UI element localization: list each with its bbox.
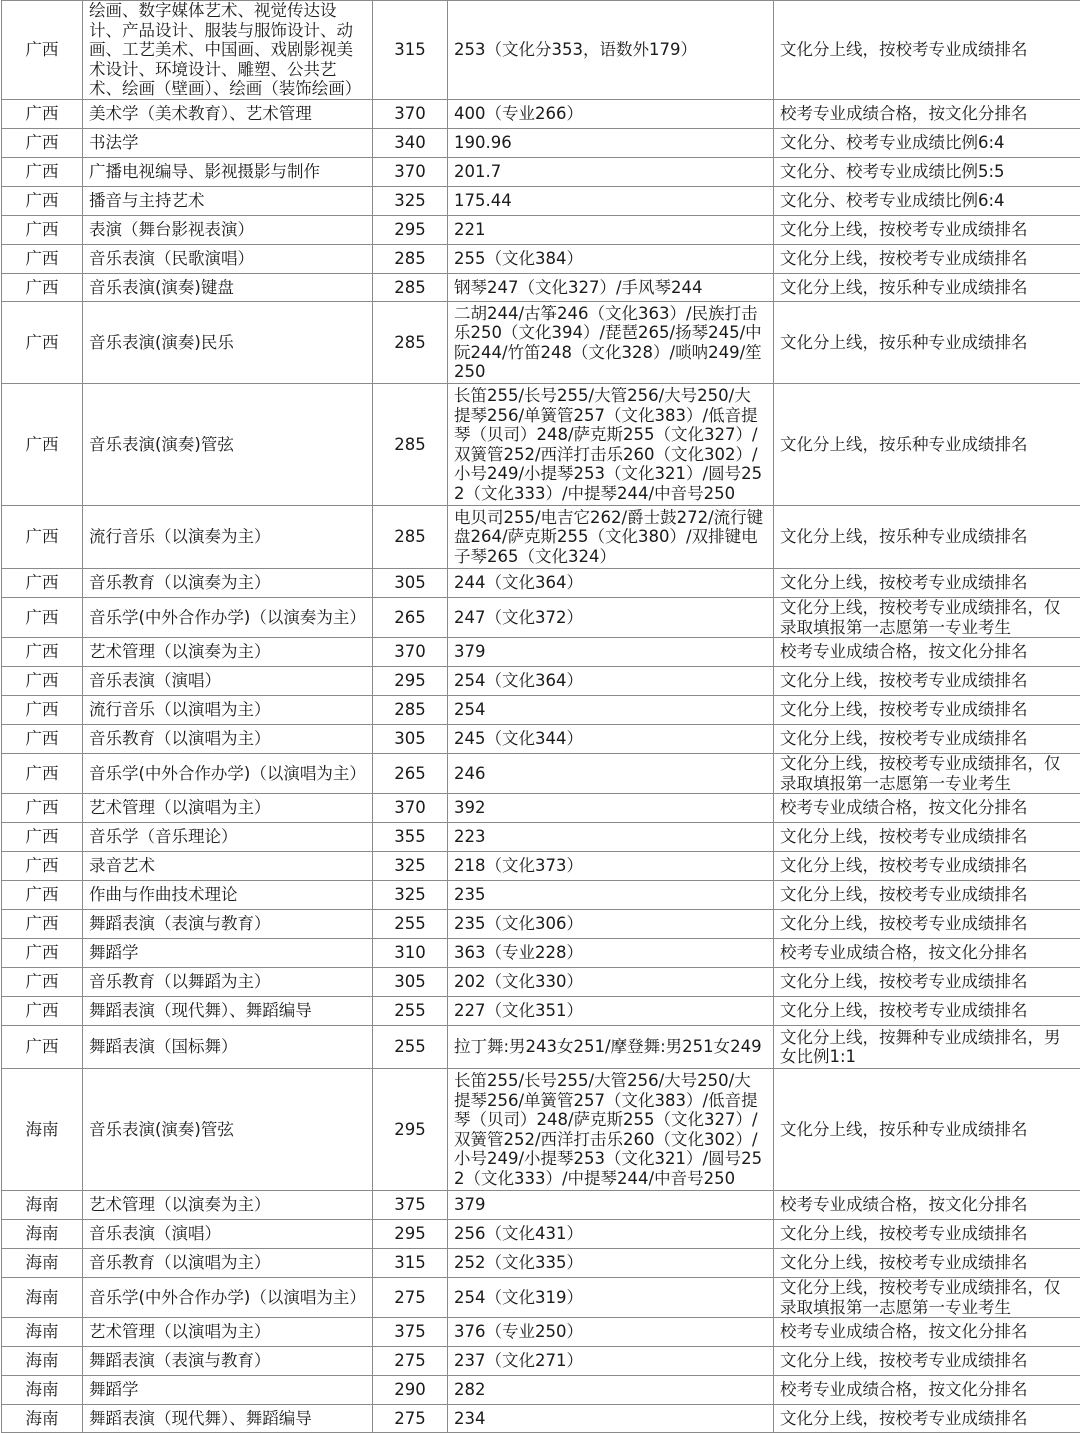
cell-score: 254（文化319） [448,1278,774,1318]
cell-score: 电贝司255/电吉它262/爵士鼓272/流行键盘264/萨克斯255（文化380）/双排键电子琴265（文化324） [448,506,774,569]
cell-province: 海南 [2,1220,83,1249]
table-row [2,129,1080,158]
cell-admission-rule: 文化分上线，按校考专业成绩排名 [774,725,1080,754]
cell-control-line: 285 [373,506,448,569]
cell-score: 227（文化351） [448,997,774,1026]
cell-control-line: 275 [373,1278,448,1318]
cell-control-line: 315 [373,1,448,100]
cell-province: 广西 [2,158,83,187]
cell-admission-rule: 文化分上线，按校考专业成绩排名 [774,1405,1080,1433]
cell-province: 海南 [2,1405,83,1433]
cell-province: 广西 [2,129,83,158]
cell-control-line: 295 [373,1069,448,1191]
cell-control-line: 370 [373,638,448,667]
cell-control-line: 285 [373,302,448,384]
cell-score: 237（文化271） [448,1347,774,1376]
cell-control-line: 355 [373,823,448,852]
cell-score: 190.96 [448,129,774,158]
cell-control-line: 255 [373,1026,448,1069]
cell-major: 音乐表演（民歌演唱） [83,245,373,274]
cell-major: 表演（舞台影视表演） [83,216,373,245]
cell-admission-rule: 文化分上线，按校考专业成绩排名，仅录取填报第一志愿第一专业考生 [774,1278,1080,1318]
cell-major: 音乐表演（演唱） [83,1220,373,1249]
table-row [2,598,1080,638]
cell-score: 379 [448,1191,774,1220]
cell-major: 播音与主持艺术 [83,187,373,216]
table-row [2,910,1080,939]
table-row [2,696,1080,725]
cell-score: 245（文化344） [448,725,774,754]
cell-province: 广西 [2,569,83,598]
cell-major: 舞蹈表演（国标舞） [83,1026,373,1069]
table-row [2,100,1080,129]
cell-control-line: 305 [373,569,448,598]
admission-score-table [1,0,1080,1433]
cell-major: 音乐学(中外合作办学)（以演奏为主） [83,598,373,638]
cell-major: 舞蹈表演（现代舞）、舞蹈编导 [83,997,373,1026]
cell-province: 海南 [2,1249,83,1278]
cell-admission-rule: 文化分上线，按校考专业成绩排名 [774,1,1080,100]
cell-province: 广西 [2,997,83,1026]
cell-province: 广西 [2,881,83,910]
table-row [2,1249,1080,1278]
cell-province: 广西 [2,852,83,881]
cell-score: 234 [448,1405,774,1433]
table-row [2,245,1080,274]
cell-major: 舞蹈表演（表演与教育） [83,1347,373,1376]
cell-province: 广西 [2,794,83,823]
cell-major: 音乐教育（以演奏为主） [83,569,373,598]
cell-admission-rule: 校考专业成绩合格，按文化分排名 [774,1191,1080,1220]
cell-admission-rule: 文化分上线，按校考专业成绩排名 [774,1347,1080,1376]
cell-score: 钢琴247（文化327）/手风琴244 [448,274,774,302]
cell-control-line: 295 [373,667,448,696]
cell-control-line: 375 [373,1318,448,1347]
cell-major: 音乐教育（以演唱为主） [83,725,373,754]
cell-admission-rule: 文化分上线，按校考专业成绩排名 [774,667,1080,696]
table-row [2,939,1080,968]
cell-province: 广西 [2,302,83,384]
cell-score: 长笛255/长号255/大管256/大号250/大提琴256/单簧管257（文化383）/低音提琴（贝司）248/萨克斯255（文化327）/双簧管252/西洋打击乐260（文化302）/小号249/小提琴253（文化321）/圆号252（文化333）/中提琴244/中音号250 [448,1069,774,1191]
cell-province: 广西 [2,725,83,754]
cell-admission-rule: 文化分上线，按校考专业成绩排名 [774,823,1080,852]
cell-major: 流行音乐（以演唱为主） [83,696,373,725]
cell-score: 379 [448,638,774,667]
cell-major: 音乐表演（演唱） [83,667,373,696]
cell-score: 400（专业266） [448,100,774,129]
cell-score: 252（文化335） [448,1249,774,1278]
cell-control-line: 265 [373,754,448,794]
cell-control-line: 370 [373,794,448,823]
cell-province: 广西 [2,506,83,569]
cell-score: 202（文化330） [448,968,774,997]
cell-control-line: 285 [373,274,448,302]
cell-admission-rule: 文化分上线，按校考专业成绩排名 [774,910,1080,939]
cell-province: 广西 [2,754,83,794]
cell-major: 音乐表演(演奏)管弦 [83,1069,373,1191]
cell-major: 舞蹈学 [83,1376,373,1405]
cell-control-line: 285 [373,696,448,725]
table-row [2,754,1080,794]
table-row [2,1376,1080,1405]
cell-admission-rule: 文化分、校考专业成绩比例6:4 [774,187,1080,216]
table-row [2,997,1080,1026]
table-row [2,158,1080,187]
cell-admission-rule: 文化分上线，按乐种专业成绩排名 [774,274,1080,302]
cell-major: 艺术管理（以演唱为主） [83,794,373,823]
table-row [2,302,1080,384]
cell-admission-rule: 文化分上线，按校考专业成绩排名 [774,881,1080,910]
cell-province: 广西 [2,638,83,667]
cell-admission-rule: 文化分上线，按校考专业成绩排名，仅录取填报第一志愿第一专业考生 [774,754,1080,794]
cell-control-line: 340 [373,129,448,158]
cell-admission-rule: 文化分、校考专业成绩比例5:5 [774,158,1080,187]
cell-score: 235 [448,881,774,910]
cell-score: 218（文化373） [448,852,774,881]
cell-score: 223 [448,823,774,852]
cell-control-line: 295 [373,1220,448,1249]
cell-major: 舞蹈表演（现代舞）、舞蹈编导 [83,1405,373,1433]
cell-major: 艺术管理（以演奏为主） [83,1191,373,1220]
cell-major: 艺术管理（以演唱为主） [83,1318,373,1347]
cell-province: 广西 [2,216,83,245]
cell-major: 艺术管理（以演奏为主） [83,638,373,667]
cell-admission-rule: 文化分上线，按校考专业成绩排名 [774,696,1080,725]
cell-province: 广西 [2,274,83,302]
cell-admission-rule: 文化分上线，按乐种专业成绩排名 [774,302,1080,384]
cell-control-line: 275 [373,1405,448,1433]
cell-major: 音乐表演(演奏)民乐 [83,302,373,384]
cell-major: 美术学（美术教育）、艺术管理 [83,100,373,129]
cell-admission-rule: 校考专业成绩合格，按文化分排名 [774,1318,1080,1347]
cell-major: 流行音乐（以演奏为主） [83,506,373,569]
cell-admission-rule: 文化分上线，按乐种专业成绩排名 [774,506,1080,569]
cell-province: 广西 [2,187,83,216]
cell-admission-rule: 文化分上线，按校考专业成绩排名 [774,852,1080,881]
cell-province: 海南 [2,1191,83,1220]
table-row [2,1026,1080,1069]
cell-control-line: 285 [373,245,448,274]
cell-score: 246 [448,754,774,794]
cell-major: 书法学 [83,129,373,158]
cell-major: 音乐表演(演奏)管弦 [83,384,373,506]
cell-control-line: 325 [373,852,448,881]
cell-major: 音乐学(中外合作办学)（以演唱为主） [83,754,373,794]
table-row [2,216,1080,245]
cell-control-line: 325 [373,187,448,216]
table-body [2,1,1080,1433]
cell-score: 256（文化431） [448,1220,774,1249]
table-row [2,638,1080,667]
cell-admission-rule: 校考专业成绩合格，按文化分排名 [774,794,1080,823]
cell-score: 255（文化384） [448,245,774,274]
cell-province: 广西 [2,1,83,100]
cell-major: 作曲与作曲技术理论 [83,881,373,910]
cell-province: 海南 [2,1069,83,1191]
cell-admission-rule: 文化分上线，按乐种专业成绩排名 [774,1069,1080,1191]
table-row [2,968,1080,997]
table-row [2,852,1080,881]
cell-province: 广西 [2,100,83,129]
table-row [2,1318,1080,1347]
cell-score: 376（专业250） [448,1318,774,1347]
cell-control-line: 315 [373,1249,448,1278]
cell-admission-rule: 校考专业成绩合格，按文化分排名 [774,100,1080,129]
cell-admission-rule: 校考专业成绩合格，按文化分排名 [774,939,1080,968]
cell-control-line: 370 [373,158,448,187]
cell-major: 音乐表演(演奏)键盘 [83,274,373,302]
cell-major: 录音艺术 [83,852,373,881]
cell-control-line: 255 [373,997,448,1026]
cell-province: 广西 [2,384,83,506]
cell-province: 海南 [2,1318,83,1347]
cell-control-line: 275 [373,1347,448,1376]
cell-score: 253（文化分353，语数外179） [448,1,774,100]
cell-major: 广播电视编导、影视摄影与制作 [83,158,373,187]
cell-province: 广西 [2,823,83,852]
table-row [2,823,1080,852]
cell-score: 235（文化306） [448,910,774,939]
cell-province: 海南 [2,1376,83,1405]
table-row [2,274,1080,302]
cell-control-line: 325 [373,881,448,910]
cell-control-line: 305 [373,725,448,754]
cell-control-line: 285 [373,384,448,506]
cell-province: 广西 [2,696,83,725]
cell-province: 广西 [2,910,83,939]
cell-major: 音乐教育（以舞蹈为主） [83,968,373,997]
cell-admission-rule: 文化分上线，按校考专业成绩排名 [774,1249,1080,1278]
table-row [2,569,1080,598]
cell-score: 392 [448,794,774,823]
table-row [2,667,1080,696]
cell-score: 221 [448,216,774,245]
cell-admission-rule: 文化分上线，按校考专业成绩排名 [774,968,1080,997]
table-row [2,1,1080,100]
table-row [2,1069,1080,1191]
table-row [2,1278,1080,1318]
cell-province: 广西 [2,939,83,968]
cell-control-line: 310 [373,939,448,968]
table-row [2,506,1080,569]
cell-major: 舞蹈学 [83,939,373,968]
cell-province: 广西 [2,667,83,696]
cell-control-line: 290 [373,1376,448,1405]
cell-admission-rule: 文化分上线，按校考专业成绩排名 [774,997,1080,1026]
cell-score: 247（文化372） [448,598,774,638]
cell-province: 广西 [2,968,83,997]
cell-province: 海南 [2,1347,83,1376]
cell-province: 广西 [2,1026,83,1069]
cell-major: 音乐教育（以演唱为主） [83,1249,373,1278]
cell-major: 音乐学(中外合作办学)（以演唱为主） [83,1278,373,1318]
cell-province: 广西 [2,598,83,638]
cell-province: 海南 [2,1278,83,1318]
cell-admission-rule: 文化分上线，按校考专业成绩排名 [774,1220,1080,1249]
table-row [2,384,1080,506]
cell-admission-rule: 文化分上线，按校考专业成绩排名 [774,216,1080,245]
cell-admission-rule: 校考专业成绩合格，按文化分排名 [774,1376,1080,1405]
table-row [2,725,1080,754]
cell-admission-rule: 文化分上线，按乐种专业成绩排名 [774,384,1080,506]
cell-score: 201.7 [448,158,774,187]
table-row [2,187,1080,216]
table-row [2,1347,1080,1376]
cell-admission-rule: 文化分上线，按校考专业成绩排名，仅录取填报第一志愿第一专业考生 [774,598,1080,638]
cell-control-line: 265 [373,598,448,638]
cell-score: 二胡244/古筝246（文化363）/民族打击乐250（文化394）/琵琶265/扬琴245/中阮244/竹笛248（文化328）/唢呐249/笙250 [448,302,774,384]
cell-control-line: 295 [373,216,448,245]
cell-score: 244（文化364） [448,569,774,598]
cell-province: 广西 [2,245,83,274]
table-row [2,1191,1080,1220]
cell-control-line: 370 [373,100,448,129]
cell-major: 舞蹈表演（表演与教育） [83,910,373,939]
table-row [2,1405,1080,1433]
cell-score: 282 [448,1376,774,1405]
cell-control-line: 375 [373,1191,448,1220]
table-row [2,881,1080,910]
cell-admission-rule: 文化分上线，按校考专业成绩排名 [774,569,1080,598]
cell-control-line: 305 [373,968,448,997]
cell-admission-rule: 文化分上线，按校考专业成绩排名 [774,245,1080,274]
cell-admission-rule: 文化分、校考专业成绩比例6:4 [774,129,1080,158]
cell-score: 254（文化364） [448,667,774,696]
cell-score: 175.44 [448,187,774,216]
cell-admission-rule: 文化分上线，按舞种专业成绩排名，男女比例1:1 [774,1026,1080,1069]
cell-score: 长笛255/长号255/大管256/大号250/大提琴256/单簧管257（文化383）/低音提琴（贝司）248/萨克斯255（文化327）/双簧管252/西洋打击乐260（文化302）/小号249/小提琴253（文化321）/圆号252（文化333）/中提琴244/中音号250 [448,384,774,506]
cell-score: 363（专业228） [448,939,774,968]
cell-admission-rule: 校考专业成绩合格，按文化分排名 [774,638,1080,667]
table-row [2,1220,1080,1249]
table-row [2,794,1080,823]
cell-major: 绘画、数字媒体艺术、视觉传达设计、产品设计、服装与服饰设计、动画、工艺美术、中国画、戏剧影视美术设计、环境设计、雕塑、公共艺术、绘画（壁画）、绘画（装饰绘画） [83,1,373,100]
cell-control-line: 255 [373,910,448,939]
cell-major: 音乐学（音乐理论） [83,823,373,852]
cell-score: 拉丁舞:男243女251/摩登舞:男251女249 [448,1026,774,1069]
cell-score: 254 [448,696,774,725]
